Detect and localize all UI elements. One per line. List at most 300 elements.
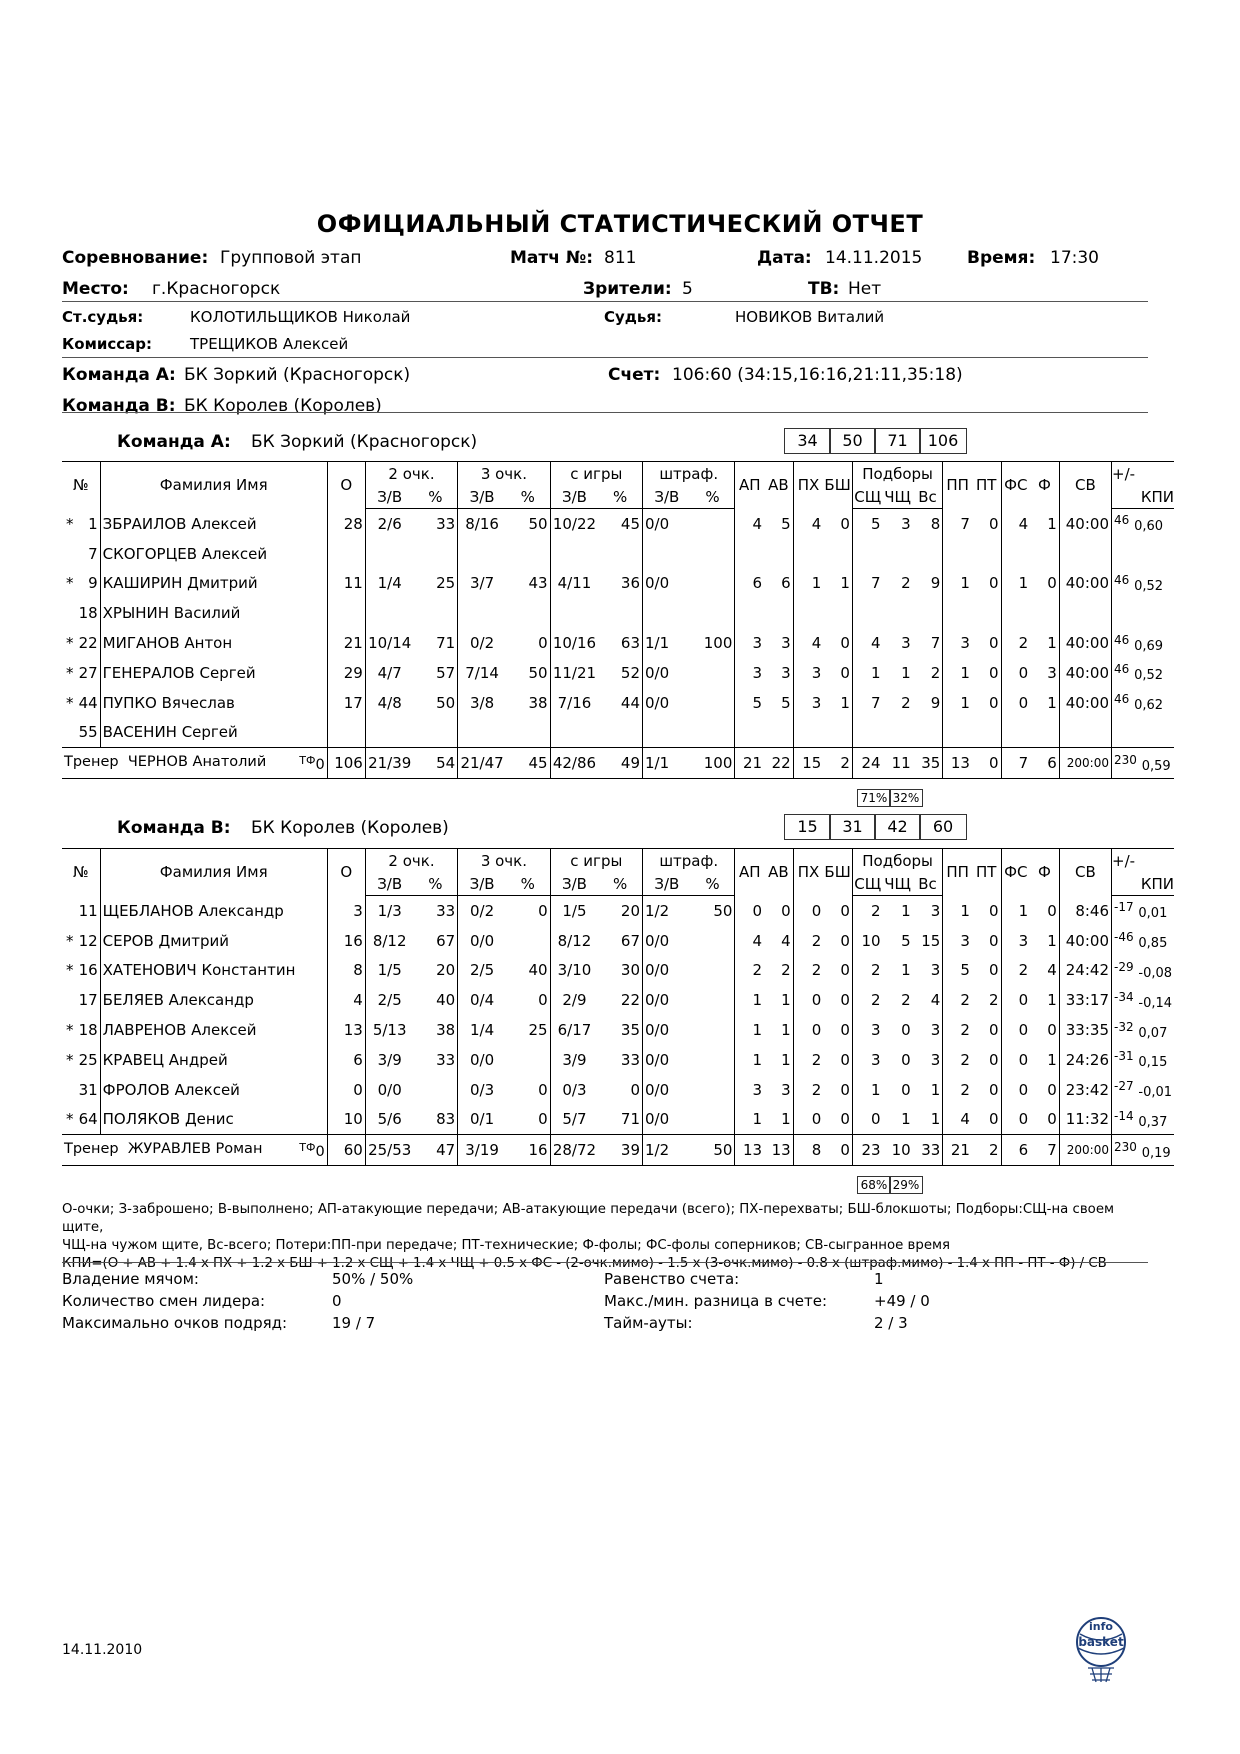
player-row xyxy=(62,1105,1174,1135)
cell-reb-total xyxy=(913,598,943,628)
cell-pts: 29 xyxy=(327,658,365,688)
cell-sv: 200:00 xyxy=(1059,1135,1111,1166)
cell-fg-pct: 45 xyxy=(598,509,642,539)
cell-2pt-pct xyxy=(414,598,458,628)
coach-name: ЖУРАВЛЕВ Роман xyxy=(127,1140,263,1157)
cell-player-name: КРАВЕЦ Андрей xyxy=(100,1045,327,1075)
player-number: 18 xyxy=(78,604,98,623)
cell-pts: 0 xyxy=(327,1075,365,1105)
cell-bsh: 2 xyxy=(823,748,852,779)
cell-bsh: 0 xyxy=(823,1135,852,1166)
cell-kpi: 0,69 xyxy=(1134,638,1164,654)
cell-pp: 7 xyxy=(960,514,970,533)
cell-pp: 21 xyxy=(943,1135,972,1166)
cell-no xyxy=(62,1075,100,1105)
cell-ap: 1 xyxy=(752,1021,763,1040)
team-a-q2: 50 xyxy=(829,428,876,454)
team_a-col-chshch: ЧЩ xyxy=(883,485,913,509)
cell-ap xyxy=(735,539,764,569)
starter-mark: * xyxy=(66,1110,74,1129)
cell-f: 3 xyxy=(1030,658,1059,688)
cell-bsh xyxy=(823,598,852,628)
cell-ap: 13 xyxy=(735,1135,764,1166)
cell-av: 1 xyxy=(764,985,793,1015)
cell-px: 3 xyxy=(811,663,822,682)
cell-fg-made: 4/11 xyxy=(557,574,592,593)
cell-f: 0 xyxy=(1030,1075,1059,1105)
cell-reb-total: 3 xyxy=(913,1015,943,1045)
cell-no xyxy=(62,718,100,748)
cell-ft-made: 0/0 xyxy=(645,693,670,712)
cell-player-name: МИГАНОВ Антон xyxy=(100,628,327,658)
cell-px: 0 xyxy=(811,1021,822,1040)
cell-kpi: -0,14 xyxy=(1138,995,1173,1011)
cell-fs: 3 xyxy=(1018,931,1029,950)
team_b-col-two-pct: % xyxy=(414,872,458,896)
cell-px xyxy=(793,598,823,628)
cell-pm-kpi xyxy=(1112,926,1175,956)
cell-3pt-pct: 38 xyxy=(506,688,550,718)
cell-fg-pct: 39 xyxy=(598,1135,642,1166)
cell-3pt-made: 2/5 xyxy=(470,961,495,980)
cell-sv: 11:32 xyxy=(1059,1105,1111,1135)
team_a-col-px: ПХ xyxy=(793,462,823,509)
cell-fg-pct xyxy=(598,539,642,569)
cell-bsh: 0 xyxy=(823,926,852,956)
lead-changes-value: 0 xyxy=(332,1292,342,1310)
team_a-col-vs: Вс xyxy=(913,485,943,509)
cell-av: 3 xyxy=(764,658,793,688)
cell-pm-kpi xyxy=(1112,628,1175,658)
cell-pp: 5 xyxy=(960,961,970,980)
team-a-value: БК Зоркий (Красногорск) xyxy=(184,365,411,385)
cell-f: 1 xyxy=(1030,509,1059,539)
cell-av: 6 xyxy=(764,569,793,599)
cell-pm-kpi xyxy=(1112,569,1175,599)
cell-px: 2 xyxy=(811,931,822,950)
cell-kpi: 0,52 xyxy=(1134,578,1164,594)
date-value: 14.11.2015 xyxy=(825,248,923,268)
cell-2pt-pct xyxy=(414,539,458,569)
cell-pts: 16 xyxy=(327,926,365,956)
team_b-col-bsh: БШ xyxy=(823,849,852,896)
player-row xyxy=(62,598,1174,628)
cell-3pt-pct: 50 xyxy=(506,658,550,688)
starter-mark: * xyxy=(66,961,74,980)
max-run-value: 19 / 7 xyxy=(332,1314,376,1332)
cell-3pt-pct: 0 xyxy=(506,1105,550,1135)
cell-ft-pct xyxy=(691,718,735,748)
cell-no xyxy=(62,509,100,539)
cell-sv: 33:17 xyxy=(1059,985,1111,1015)
cell-coach xyxy=(62,1135,327,1166)
cell-f: 1 xyxy=(1030,926,1059,956)
cell-bsh: 1 xyxy=(823,569,852,599)
team-b-section-name: БК Королев (Королев) xyxy=(251,818,449,838)
cell-ft-made: 0/0 xyxy=(645,663,670,682)
cell-fg-made: 42/86 xyxy=(550,748,598,779)
cell-pm-kpi xyxy=(1112,1105,1175,1135)
timeouts-label: Тайм-ауты: xyxy=(604,1314,693,1332)
cell-ap: 2 xyxy=(752,961,763,980)
cell-pt xyxy=(972,539,1001,569)
cell-2pt-made xyxy=(365,539,413,569)
cell-fs: 0 xyxy=(1018,1110,1029,1129)
cell-px: 2 xyxy=(811,1080,822,1099)
cell-ft-pct xyxy=(691,1075,735,1105)
cell-fs: 7 xyxy=(1001,748,1030,779)
team_a-col-no: № xyxy=(62,462,100,509)
player-number: 25 xyxy=(78,1050,98,1069)
cell-3pt-made: 1/4 xyxy=(470,1021,495,1040)
team_a-col-ap: АП xyxy=(735,462,764,509)
cell-ap: 1 xyxy=(752,1050,763,1069)
cell-av: 1 xyxy=(764,1015,793,1045)
cell-reb-own: 7 xyxy=(870,693,881,712)
player-row xyxy=(62,718,1174,748)
cell-3pt-pct: 0 xyxy=(506,896,550,926)
team-a-reb-pct-own: 71% xyxy=(857,789,891,807)
cell-pt: 2 xyxy=(972,1135,1001,1166)
cell-ap: 1 xyxy=(752,1110,763,1129)
cell-bsh: 0 xyxy=(823,628,852,658)
cell-2pt-made: 21/39 xyxy=(365,748,413,779)
player-row xyxy=(62,1045,1174,1075)
cell-reb-own: 10 xyxy=(861,931,881,950)
team_a-col-three-pct: % xyxy=(506,485,550,509)
cell-fs xyxy=(1001,598,1030,628)
cell-sv xyxy=(1059,598,1111,628)
cell-pts: 8 xyxy=(327,956,365,986)
cell-fg-made: 3/10 xyxy=(557,961,592,980)
cell-ap: 3 xyxy=(752,1080,763,1099)
team_a-col-fg-mv: З/В xyxy=(550,485,598,509)
cell-pp: 1 xyxy=(960,693,970,712)
team_a-col-two-pct: % xyxy=(414,485,458,509)
cell-px: 4 xyxy=(811,514,822,533)
player-number: 31 xyxy=(78,1080,98,1099)
cell-2pt-made: 0/0 xyxy=(377,1080,402,1099)
cell-ft-pct: 100 xyxy=(691,628,735,658)
cell-reb-total: 4 xyxy=(913,985,943,1015)
infobasket-logo-icon xyxy=(1070,1612,1132,1688)
cell-ft-made: 1/2 xyxy=(643,1135,691,1166)
logo-text-bottom: basket xyxy=(1078,1635,1124,1649)
cell-3pt-made: 0/3 xyxy=(470,1080,495,1099)
cell-fg-pct xyxy=(598,718,642,748)
cell-2pt-made xyxy=(365,598,413,628)
cell-3pt-made: 3/8 xyxy=(470,693,495,712)
cell-3pt-made xyxy=(458,718,506,748)
cell-fg-pct: 30 xyxy=(598,956,642,986)
cell-fg-pct: 33 xyxy=(598,1045,642,1075)
cell-reb-total: 1 xyxy=(913,1105,943,1135)
cell-ft-made: 0/0 xyxy=(645,1050,670,1069)
cell-bsh: 0 xyxy=(823,985,852,1015)
cell-sv: 40:00 xyxy=(1059,658,1111,688)
cell-px: 0 xyxy=(811,1110,822,1129)
cell-ft-pct xyxy=(691,1015,735,1045)
team_a-col-two-mv: З/В xyxy=(365,485,413,509)
legend-divider xyxy=(62,1262,1148,1263)
cell-ft-pct xyxy=(691,509,735,539)
player-number: 16 xyxy=(78,961,98,980)
team_a-col-pp: ПП xyxy=(943,462,972,509)
cell-kpi: 0,62 xyxy=(1134,698,1164,714)
tech-foul-value: 0 xyxy=(315,1143,325,1160)
cell-ft-pct: 50 xyxy=(691,896,735,926)
team-b-label: Команда В: xyxy=(62,396,176,416)
cell-2pt-pct: 33 xyxy=(414,509,458,539)
cell-pm-kpi xyxy=(1112,509,1175,539)
cell-reb-opp xyxy=(883,539,913,569)
player-number: 12 xyxy=(78,931,98,950)
cell-2pt-pct: 50 xyxy=(414,688,458,718)
team_a-col-pm: +/- xyxy=(1112,462,1175,486)
team_a-col-fg-pct: % xyxy=(598,485,642,509)
cell-reb-own: 3 xyxy=(870,1021,881,1040)
cell-pp: 1 xyxy=(960,901,970,920)
starter-mark: * xyxy=(66,514,74,533)
cell-no xyxy=(62,658,100,688)
cell-2pt-made: 1/3 xyxy=(377,901,402,920)
cell-pt xyxy=(972,598,1001,628)
cell-reb-own: 1 xyxy=(870,1080,881,1099)
tech-foul-value: 0 xyxy=(315,756,325,773)
cell-pp: 1 xyxy=(960,574,970,593)
cell-ap xyxy=(735,598,764,628)
cell-2pt-pct xyxy=(414,1075,458,1105)
cell-reb-opp: 1 xyxy=(901,901,911,920)
cell-reb-total: 3 xyxy=(913,1045,943,1075)
cell-2pt-made: 5/6 xyxy=(377,1110,402,1129)
cell-bsh: 0 xyxy=(823,1015,852,1045)
cell-pm: 46 xyxy=(1114,692,1130,707)
cell-ft-made: 0/0 xyxy=(645,1080,670,1099)
coach-name: ЧЕРНОВ Анатолий xyxy=(127,753,267,770)
cell-2pt-made: 5/13 xyxy=(372,1021,407,1040)
commissioner-value: ТРЕЩИКОВ Алексей xyxy=(190,335,349,353)
cell-pts: 3 xyxy=(327,896,365,926)
team-b-reb-pct-own: 68% xyxy=(857,1176,891,1194)
cell-kpi: 0,15 xyxy=(1138,1055,1168,1071)
cell-reb-opp: 0 xyxy=(901,1050,911,1069)
team_b-col-two: 2 очк. xyxy=(365,849,457,873)
cell-reb-own: 2 xyxy=(870,991,881,1010)
team_a-col-fg: с игры xyxy=(550,462,642,486)
cell-ft-pct xyxy=(691,1045,735,1075)
cell-pm-kpi xyxy=(1112,1015,1175,1045)
cell-sv xyxy=(1059,718,1111,748)
cell-2pt-pct: 67 xyxy=(414,926,458,956)
cell-no xyxy=(62,956,100,986)
cell-pt: 0 xyxy=(972,569,1001,599)
cell-ft-made xyxy=(643,598,691,628)
cell-no xyxy=(62,569,100,599)
team_a-col-ft-mv: З/В xyxy=(643,485,691,509)
cell-px: 3 xyxy=(811,693,822,712)
cell-f: 0 xyxy=(1030,1105,1059,1135)
commissioner-label: Комиссар: xyxy=(62,335,152,353)
cell-reb-opp xyxy=(883,598,913,628)
date-label: Дата: xyxy=(757,248,812,268)
cell-reb-opp: 5 xyxy=(901,931,911,950)
team_a-col-three: 3 очк. xyxy=(458,462,550,486)
cell-kpi: -0,01 xyxy=(1138,1085,1173,1101)
cell-ft-pct xyxy=(691,985,735,1015)
cell-av: 3 xyxy=(764,1075,793,1105)
score-label: Счет: xyxy=(608,365,661,385)
cell-pm: -17 xyxy=(1114,900,1134,915)
cell-bsh: 1 xyxy=(823,688,852,718)
cell-ft-pct xyxy=(691,598,735,628)
team_b-col-two-mv: З/В xyxy=(365,872,413,896)
cell-3pt-made: 0/2 xyxy=(470,901,495,920)
player-number: 64 xyxy=(78,1110,98,1129)
cell-pt: 0 xyxy=(972,896,1001,926)
cell-2pt-pct: 40 xyxy=(414,985,458,1015)
cell-reb-opp: 0 xyxy=(901,1021,911,1040)
match-value: 811 xyxy=(604,248,637,268)
cell-reb-own: 5 xyxy=(870,514,881,533)
cell-kpi: 0,07 xyxy=(1138,1025,1168,1041)
cell-kpi: -0,08 xyxy=(1138,965,1173,981)
header-divider xyxy=(62,301,1148,302)
cell-3pt-pct xyxy=(506,539,550,569)
cell-av: 4 xyxy=(764,926,793,956)
team_b-col-ap: АП xyxy=(735,849,764,896)
cell-pts xyxy=(327,539,365,569)
cell-reb-total: 2 xyxy=(913,658,943,688)
cell-no xyxy=(62,598,100,628)
cell-ft-pct xyxy=(691,658,735,688)
cell-ap: 4 xyxy=(752,931,763,950)
cell-3pt-pct xyxy=(506,1045,550,1075)
team_b-col-sshch: СЩ xyxy=(852,872,882,896)
cell-pt: 0 xyxy=(972,658,1001,688)
cell-bsh xyxy=(823,539,852,569)
cell-f xyxy=(1030,539,1059,569)
cell-reb-total: 9 xyxy=(913,688,943,718)
team_a-col-kpi: КПИ xyxy=(1112,485,1175,509)
cell-2pt-made: 8/12 xyxy=(372,931,407,950)
cell-fs: 1 xyxy=(1018,574,1029,593)
cell-fg-pct: 49 xyxy=(598,748,642,779)
cell-ft-made: 1/2 xyxy=(645,901,670,920)
cell-av: 1 xyxy=(764,1105,793,1135)
cell-pm: -32 xyxy=(1114,1019,1134,1034)
player-row xyxy=(62,658,1174,688)
cell-3pt-pct: 40 xyxy=(506,956,550,986)
team_b-col-px: ПХ xyxy=(793,849,823,896)
ref-label: Судья: xyxy=(604,308,663,326)
cell-sv: 24:42 xyxy=(1059,956,1111,986)
cell-2pt-made: 3/9 xyxy=(377,1050,402,1069)
player-number: 55 xyxy=(78,723,98,742)
cell-pts: 13 xyxy=(327,1015,365,1045)
cell-pt: 0 xyxy=(972,628,1001,658)
team-b-value: БК Королев (Королев) xyxy=(184,396,382,416)
team_b-col-fg-pct: % xyxy=(598,872,642,896)
legend-line-3: КПИ=(О + АВ + 1.4 x ПХ + 1.2 x БШ + 1.2 x СЩ + 1.4 x ЧЩ + 0.5 x ФС - (2-очк.мимо) - 1.5 x (3-очк.мимо) - 0.8 x (штраф.мимо) - 1.4 x ПП - ПТ - Ф) / СВ xyxy=(62,1256,1107,1271)
team_b-col-kpi: КПИ xyxy=(1112,872,1175,896)
cell-f: 4 xyxy=(1030,956,1059,986)
possession-value: 50% / 50% xyxy=(332,1270,414,1288)
cell-bsh: 0 xyxy=(823,658,852,688)
cell-av: 0 xyxy=(764,896,793,926)
report-title: ОФИЦИАЛЬНЫЙ СТАТИСТИЧЕСКИЙ ОТЧЕТ xyxy=(316,210,924,238)
cell-3pt-pct xyxy=(506,718,550,748)
cell-ap: 1 xyxy=(752,991,763,1010)
cell-bsh: 0 xyxy=(823,956,852,986)
cell-no xyxy=(62,1045,100,1075)
team_a-col-ft-pct: % xyxy=(691,485,735,509)
player-number: 7 xyxy=(88,544,98,563)
cell-pp: 2 xyxy=(960,1080,970,1099)
cell-pt: 0 xyxy=(972,1105,1001,1135)
cell-pp: 3 xyxy=(960,634,970,653)
cell-pp xyxy=(943,539,972,569)
team_b-col-pm: +/- xyxy=(1112,849,1175,873)
cell-player-name: ФРОЛОВ Алексей xyxy=(100,1075,327,1105)
cell-pp: 2 xyxy=(960,1021,970,1040)
cell-reb-own: 7 xyxy=(870,574,881,593)
cell-reb-own xyxy=(852,718,882,748)
cell-3pt-made: 0/1 xyxy=(470,1110,495,1129)
cell-reb-total: 15 xyxy=(913,926,943,956)
cell-fg-made xyxy=(550,539,598,569)
cell-pp: 3 xyxy=(960,931,970,950)
cell-sv: 40:00 xyxy=(1059,509,1111,539)
cell-px: 2 xyxy=(811,961,822,980)
team_b-col-vs: Вс xyxy=(913,872,943,896)
team_a-col-sv: СВ xyxy=(1059,462,1111,509)
cell-pts: 17 xyxy=(327,688,365,718)
cell-fs xyxy=(1001,718,1030,748)
player-row xyxy=(62,1075,1174,1105)
cell-reb-opp: 2 xyxy=(901,991,911,1010)
team_b-col-fs: ФС xyxy=(1001,849,1030,896)
cell-reb-opp: 2 xyxy=(901,693,911,712)
team_b-col-three: 3 очк. xyxy=(458,849,550,873)
team_b-col-f: Ф xyxy=(1030,849,1059,896)
team_b-col-sv: СВ xyxy=(1059,849,1111,896)
cell-f: 1 xyxy=(1030,628,1059,658)
cell-ap: 5 xyxy=(752,693,763,712)
cell-reb-opp: 11 xyxy=(883,748,913,779)
cell-pm: -27 xyxy=(1114,1079,1134,1094)
cell-reb-total: 1 xyxy=(913,1075,943,1105)
cell-bsh: 0 xyxy=(823,1105,852,1135)
cell-ft-made: 0/0 xyxy=(645,961,670,980)
cell-sv: 40:00 xyxy=(1059,926,1111,956)
cell-fg-pct: 71 xyxy=(598,1105,642,1135)
cell-px: 4 xyxy=(811,634,822,653)
cell-sv: 23:42 xyxy=(1059,1075,1111,1105)
cell-reb-own: 24 xyxy=(852,748,882,779)
cell-no xyxy=(62,628,100,658)
score-value: 106:60 (34:15,16:16,21:11,35:18) xyxy=(672,365,963,385)
cell-f: 6 xyxy=(1030,748,1059,779)
cell-pp: 1 xyxy=(960,663,970,682)
cell-fg-made xyxy=(550,598,598,628)
cell-2pt-pct: 38 xyxy=(414,1015,458,1045)
starter-mark: * xyxy=(66,1050,74,1069)
cell-3pt-pct xyxy=(506,598,550,628)
cell-pts xyxy=(327,598,365,628)
cell-fg-made: 7/16 xyxy=(557,693,592,712)
possession-label: Владение мячом: xyxy=(62,1270,199,1288)
